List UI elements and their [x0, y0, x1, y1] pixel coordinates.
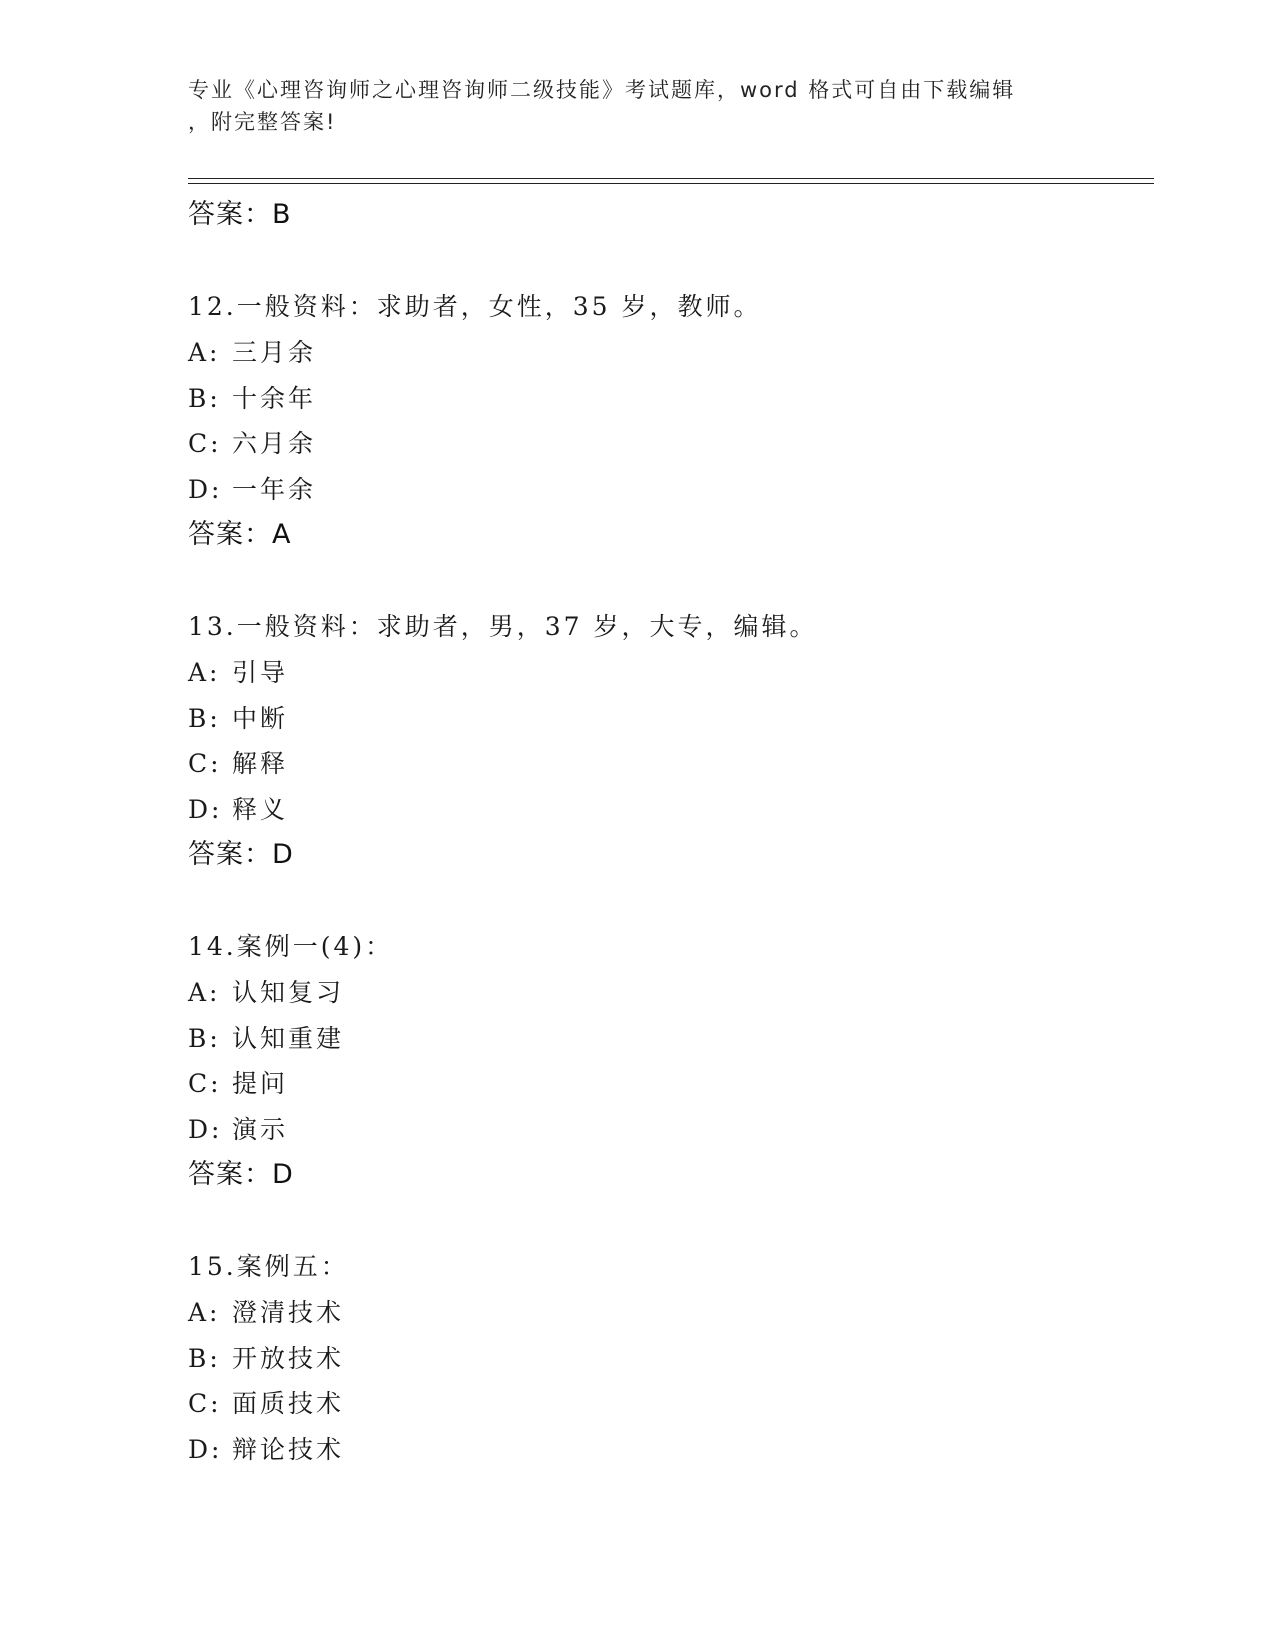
option-text: 演示: [232, 1114, 289, 1144]
question-block-14: [188, 924, 1154, 1198]
option-c: [188, 421, 1154, 467]
option-text: 引导: [232, 658, 289, 687]
option-c: [188, 741, 1154, 787]
answer-line: 答案：D: [188, 839, 294, 870]
header-divider-bottom: [188, 183, 1154, 184]
option-b: [188, 1336, 1154, 1382]
answer-line: 答案：B: [188, 199, 292, 230]
question-text: 13.一般资料：求助者，男，37 岁，大专，编辑。: [188, 612, 818, 641]
option-a: [188, 650, 1154, 696]
question-list: [188, 192, 1154, 1472]
header-line-2: ，附完整答案!: [188, 110, 337, 134]
header-divider-top: [188, 178, 1154, 179]
option-d: [188, 787, 1154, 833]
answer-line: 答案：A: [188, 519, 292, 550]
option-letter: D:: [188, 794, 223, 824]
question-text: 12.一般资料：求助者，女性，35 岁，教师。: [188, 292, 762, 321]
question-text: 14.案例一(4)：: [188, 932, 394, 961]
option-text: 一年余: [232, 474, 317, 504]
option-text: 提问: [232, 1069, 289, 1098]
option-a: [188, 970, 1154, 1016]
option-text: 释义: [232, 794, 289, 824]
option-text: 面质技术: [232, 1389, 345, 1418]
option-letter: C:: [188, 429, 222, 458]
spacer: [188, 558, 1154, 604]
spacer: [188, 878, 1154, 924]
option-letter: C:: [188, 749, 222, 778]
question-block-15: [188, 1244, 1154, 1472]
option-letter: B:: [188, 383, 221, 413]
option-d: [188, 467, 1154, 513]
option-text: 十余年: [232, 383, 317, 413]
option-d: [188, 1107, 1154, 1153]
option-c: [188, 1061, 1154, 1107]
option-text: 认知复习: [232, 978, 345, 1007]
option-d: [188, 1427, 1154, 1473]
document-header: [188, 74, 1068, 138]
option-b: [188, 696, 1154, 742]
option-b: [188, 1016, 1154, 1062]
option-letter: D:: [188, 474, 223, 504]
option-letter: C:: [188, 1069, 222, 1098]
option-a: [188, 1290, 1154, 1336]
option-c: [188, 1381, 1154, 1427]
option-text: 解释: [232, 749, 289, 778]
option-letter: A:: [188, 658, 221, 687]
question-block-12: [188, 284, 1154, 558]
option-letter: D:: [188, 1434, 223, 1464]
option-text: 中断: [232, 703, 289, 733]
spacer: [188, 238, 1154, 284]
option-text: 辩论技术: [232, 1434, 345, 1464]
question-block-13: [188, 604, 1154, 878]
option-letter: C:: [188, 1389, 222, 1418]
option-a: [188, 330, 1154, 376]
option-text: 三月余: [232, 338, 317, 367]
option-b: [188, 376, 1154, 422]
option-letter: B:: [188, 1343, 221, 1373]
option-letter: B:: [188, 703, 221, 733]
question-text: 15.案例五：: [188, 1252, 349, 1281]
option-text: 六月余: [232, 429, 317, 458]
option-letter: B:: [188, 1023, 221, 1053]
header-line-1: 专业《心理咨询师之心理咨询师二级技能》考试题库，word 格式可自由下载编辑: [188, 78, 1016, 102]
option-letter: A:: [188, 1298, 221, 1327]
option-letter: D:: [188, 1114, 223, 1144]
answer-line: 答案：D: [188, 1159, 294, 1190]
option-text: 认知重建: [232, 1023, 345, 1053]
spacer: [188, 1198, 1154, 1244]
option-text: 开放技术: [232, 1343, 345, 1373]
option-letter: A:: [188, 338, 221, 367]
option-letter: A:: [188, 978, 221, 1007]
option-text: 澄清技术: [232, 1298, 345, 1327]
